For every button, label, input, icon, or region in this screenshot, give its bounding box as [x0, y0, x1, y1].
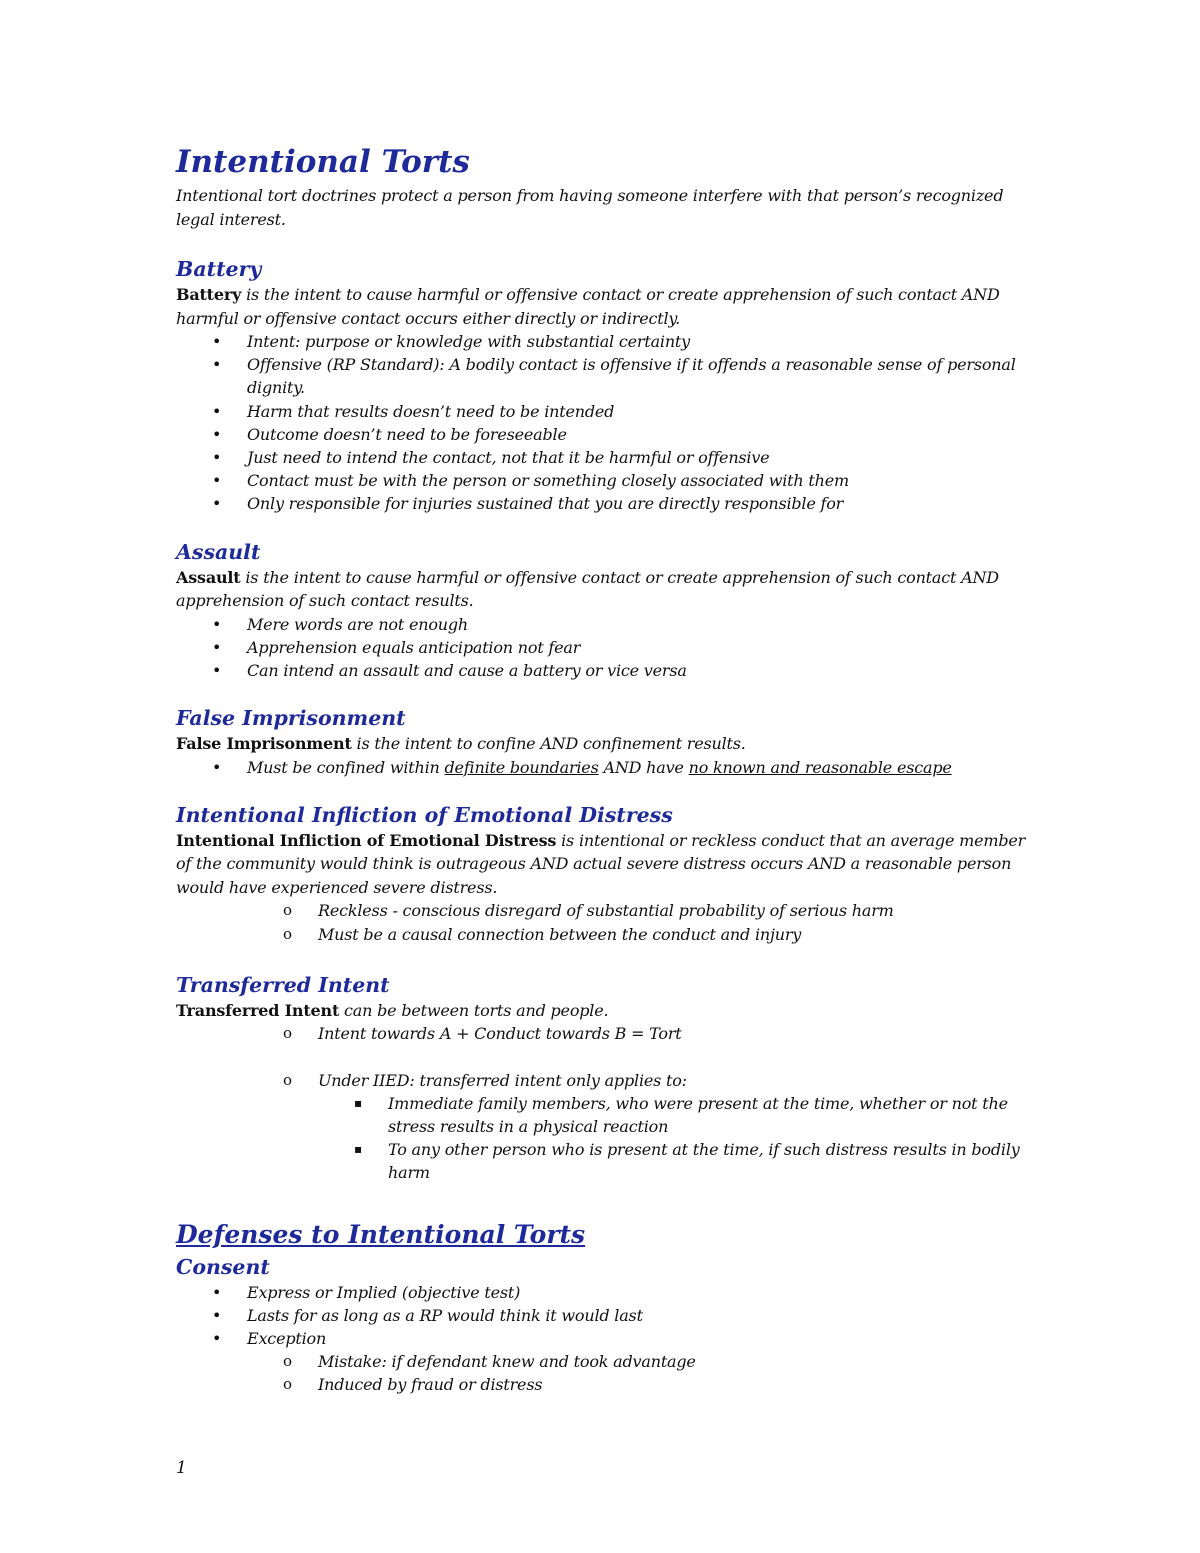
list-item: • Must be confined within definite boundaries AND have no known and reasonable escape: [176, 756, 1036, 779]
circle-marker: o: [283, 1375, 292, 1394]
circle-marker: o: [283, 1352, 292, 1371]
iied-heading: Intentional Infliction of Emotional Distress: [176, 802, 673, 827]
bullet-marker: •: [212, 1305, 222, 1325]
assault-heading: Assault: [176, 539, 261, 564]
transferred-intent-definition-text: can be between torts and people.: [339, 1000, 609, 1020]
bullet-marker: •: [212, 494, 222, 514]
assault-bullets: [176, 613, 1036, 683]
list-item: • Harm that results doesn’t need to be intended: [176, 400, 1036, 423]
iied-sub-bullets: [176, 899, 1036, 945]
transferred-intent-list: [176, 1022, 1036, 1184]
bullet-marker: •: [212, 757, 222, 777]
bullet-marker: •: [212, 424, 222, 444]
iied-definition-text: is intentional or reckless conduct that an average member of the community would think is outrageous AND actual severe distress occurs AND a reasonable person would have experienced severe distress.: [176, 830, 1026, 897]
transferred-intent-definition: [176, 999, 1036, 1023]
transferred-intent-term: Transferred Intent: [176, 1000, 340, 1020]
list-item: o Reckless - conscious disregard of substantial probability of serious harm: [176, 899, 1036, 922]
list-item: • Can intend an assault and cause a battery or vice versa: [176, 659, 1036, 682]
bullet-marker: •: [212, 471, 222, 491]
consent-heading: Consent: [176, 1254, 270, 1279]
bullet-marker: •: [212, 614, 222, 634]
underlined-phrase: no known and reasonable escape: [688, 757, 952, 777]
bullet-marker: •: [212, 1328, 222, 1348]
list-item: • Only responsible for injuries sustained that you are directly responsible for: [176, 492, 1036, 515]
consent-bullets: [176, 1281, 1036, 1397]
circle-marker: o: [283, 901, 292, 920]
list-item: ▪ To any other person who is present at the time, if such distress results in bodily harm: [354, 1140, 1020, 1183]
iied-term: Intentional Infliction of Emotional Distress: [176, 830, 557, 850]
circle-marker: o: [283, 1070, 292, 1089]
list-item: o Intent towards A + Conduct towards B = Tort: [176, 1022, 1036, 1045]
list-item: • Offensive (RP Standard): A bodily contact is offensive if it offends a reasonable sense of personal dignity.: [212, 355, 1016, 398]
bullet-marker: •: [212, 355, 222, 375]
list-item: • Intent: purpose or knowledge with substantial certainty: [176, 330, 1036, 353]
list-item: ▪ Immediate family members, who were present at the time, whether or not the stress results in a physical reaction: [354, 1093, 1008, 1136]
list-item: o Mistake: if defendant knew and took advantage: [176, 1350, 1036, 1373]
list-item: o Induced by fraud or distress: [176, 1373, 1036, 1396]
list-item: • Contact must be with the person or something closely associated with them: [176, 469, 1036, 492]
circle-marker: o: [283, 1024, 292, 1043]
list-item: • Apprehension equals anticipation not fear: [176, 636, 1036, 659]
defenses-title: Defenses to Intentional Torts: [176, 1219, 586, 1249]
square-marker: ▪: [354, 1142, 362, 1157]
assault-definition: [176, 566, 1036, 613]
list-item: • Outcome doesn’t need to be foreseeable: [176, 423, 1036, 446]
false-imprisonment-heading: False Imprisonment: [176, 706, 406, 731]
false-imprisonment-bullets: [176, 756, 1036, 779]
list-item: o Under IIED: transferred intent only applies to:: [176, 1069, 1036, 1092]
list-item: o Must be a causal connection between the conduct and injury: [176, 923, 1036, 946]
battery-heading: Battery: [176, 257, 262, 281]
document-page: [176, 140, 1036, 1397]
bullet-marker: •: [212, 401, 222, 421]
square-marker: ▪: [354, 1095, 362, 1110]
transferred-intent-heading: Transferred Intent: [176, 972, 390, 997]
page-number: 1: [176, 1458, 187, 1478]
underlined-phrase: definite boundaries: [444, 757, 599, 777]
list-item: • Exception: [176, 1327, 1036, 1350]
page-title: Intentional Torts: [176, 144, 470, 180]
battery-bullets: [176, 330, 1036, 516]
bullet-marker: •: [212, 661, 222, 681]
battery-term: Battery: [176, 285, 242, 304]
bullet-marker: •: [212, 448, 222, 468]
bullet-marker: •: [212, 637, 222, 657]
assault-term: Assault: [176, 567, 241, 587]
iied-definition: [176, 829, 1036, 900]
list-item: • Express or Implied (objective test): [176, 1281, 1036, 1304]
intro-paragraph: Intentional tort doctrines protect a person from having someone interfere with that person’s recognized legal interest.: [176, 186, 1004, 229]
false-imprisonment-term: False Imprisonment: [176, 734, 352, 754]
list-item: • Just need to intend the contact, not that it be harmful or offensive: [176, 446, 1036, 469]
list-item: • Lasts for as long as a RP would think it would last: [176, 1304, 1036, 1327]
bullet-marker: •: [212, 1282, 222, 1302]
bullet-marker: •: [212, 332, 222, 351]
battery-definition: [176, 283, 1036, 330]
list-item: • Mere words are not enough: [176, 613, 1036, 636]
assault-definition-text: is the intent to cause harmful or offensive contact or create apprehension of such contact AND apprehension of such contact results.: [176, 567, 999, 611]
false-imprisonment-definition: [176, 732, 1036, 756]
circle-marker: o: [283, 924, 292, 943]
false-imprisonment-definition-text: is the intent to confine AND confinement results.: [351, 734, 746, 754]
battery-definition-text: is the intent to cause harmful or offensive contact or create apprehension of such contact AND harmful or offensive contact occurs either directly or indirectly.: [176, 285, 1000, 328]
